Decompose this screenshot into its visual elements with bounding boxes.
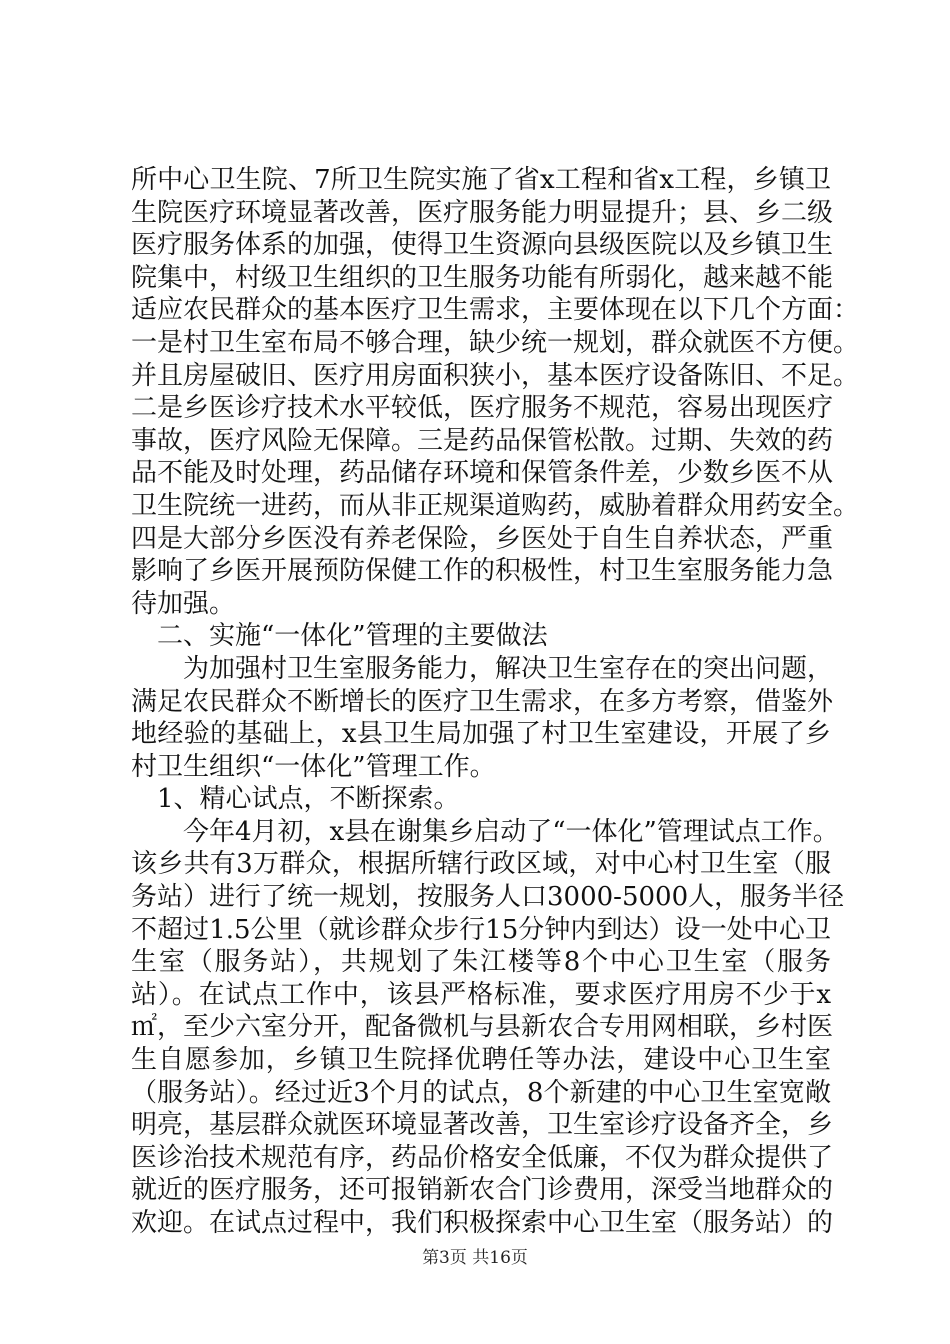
text-line: 务站）进行了统一规划，按服务人口3000-5000人，服务半径 bbox=[131, 882, 845, 913]
body-text bbox=[131, 164, 860, 1240]
text-line: 院集中，村级卫生组织的卫生服务功能有所弱化，越来越不能 bbox=[131, 262, 834, 293]
section-heading: 二、实施“一体化”管理的主要做法 bbox=[157, 621, 548, 652]
text-line: 村卫生组织“一体化”管理工作。 bbox=[131, 751, 496, 782]
text-line: 该乡共有3万群众，根据所辖行政区域，对中心村卫生室（服 bbox=[131, 849, 831, 880]
text-line: 站）。在试点工作中，该县严格标准，要求医疗用房不少于x bbox=[131, 979, 831, 1010]
text-line: ㎡，至少六室分开，配备微机与县新农合专用网相联，乡村医 bbox=[131, 1012, 834, 1043]
text-line: 生自愿参加，乡镇卫生院择优聘任等办法，建设中心卫生室 bbox=[131, 1045, 831, 1076]
text-line: 卫生院统一进药，而从非正规渠道购药，威胁着群众用药安全。 bbox=[131, 490, 860, 521]
page-footer: 第3页 共16页 bbox=[422, 1248, 528, 1268]
text-line: 为加强村卫生室服务能力，解决卫生室存在的突出问题， bbox=[183, 653, 834, 684]
text-line: 所中心卫生院、7所卫生院实施了省x工程和省x工程，乡镇卫 bbox=[131, 165, 831, 195]
text-line: 影响了乡医开展预防保健工作的积极性，村卫生室服务能力急 bbox=[131, 556, 834, 587]
text-line: 事故，医疗风险无保障。三是药品保管松散。过期、失效的药 bbox=[131, 425, 834, 456]
text-line: 明亮，基层群众就医环境显著改善，卫生室诊疗设备齐全，乡 bbox=[131, 1110, 834, 1141]
text-line: 适应农民群众的基本医疗卫生需求，主要体现在以下几个方面： bbox=[131, 295, 860, 326]
text-line: 今年4月初，x县在谢集乡启动了“一体化”管理试点工作。 bbox=[183, 816, 839, 847]
text-line: 待加强。 bbox=[131, 588, 236, 619]
text-line: 生室（服务站），共规划了朱江楼等8个中心卫生室（服务 bbox=[131, 947, 831, 978]
text-line: 一是村卫生室布局不够合理，缺少统一规划，群众就医不方便。 bbox=[131, 327, 860, 358]
text-line: 二是乡医诊疗技术水平较低，医疗服务不规范，容易出现医疗 bbox=[131, 393, 834, 424]
text-line: 医疗服务体系的加强，使得卫生资源向县级医院以及乡镇卫生 bbox=[131, 230, 834, 261]
text-line: 医诊治技术规范有序，药品价格安全低廉，不仅为群众提供了 bbox=[131, 1142, 834, 1173]
text-line: 满足农民群众不断增长的医疗卫生需求，在多方考察，借鉴外 bbox=[131, 686, 834, 717]
text-line: 并且房屋破旧、医疗用房面积狭小，基本医疗设备陈旧、不足。 bbox=[131, 360, 860, 391]
text-line: 生院医疗环境显著改善，医疗服务能力明显提升；县、乡二级 bbox=[131, 197, 834, 228]
text-line: 四是大部分乡医没有养老保险，乡医处于自生自养状态，严重 bbox=[131, 523, 834, 554]
subsection-heading: 1、精心试点，不断探索。 bbox=[157, 784, 460, 815]
text-line: 欢迎。在试点过程中，我们积极探索中心卫生室（服务站）的 bbox=[131, 1208, 834, 1238]
text-line: 品不能及时处理，药品储存环境和保管条件差，少数乡医不从 bbox=[131, 458, 834, 489]
text-line: （服务站）。经过近3个月的试点，8个新建的中心卫生室宽敞 bbox=[131, 1077, 831, 1108]
text-line: 不超过1.5公里（就诊群众步行15分钟内到达）设一处中心卫 bbox=[131, 914, 831, 945]
text-line: 就近的医疗服务，还可报销新农合门诊费用，深受当地群众的 bbox=[131, 1175, 834, 1206]
text-line: 地经验的基础上，x县卫生局加强了村卫生室建设，开展了乡 bbox=[131, 719, 831, 750]
